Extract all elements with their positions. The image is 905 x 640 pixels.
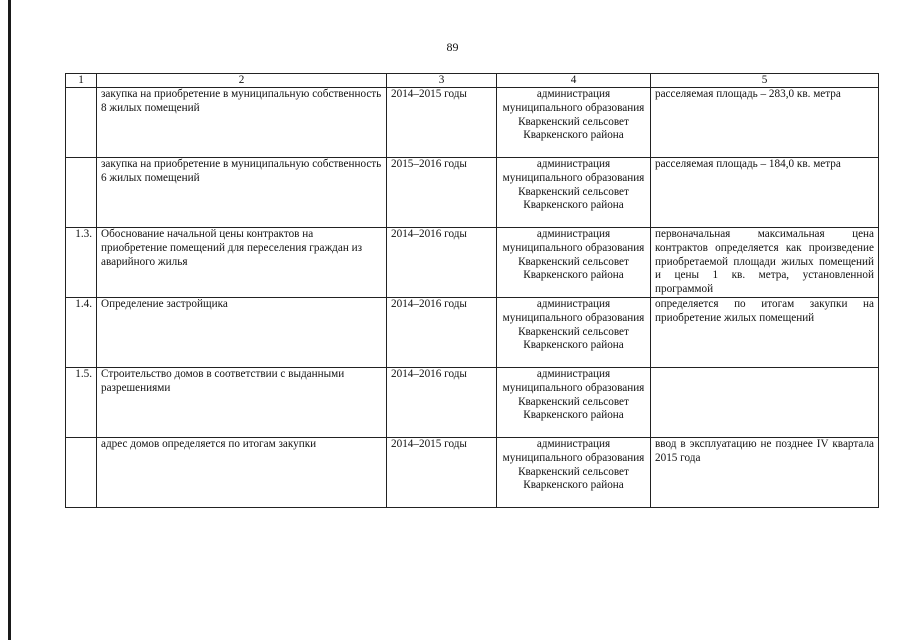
page-number: 89 <box>446 40 459 54</box>
row-number-cell <box>66 88 97 158</box>
row-number-cell <box>66 438 97 508</box>
row-number-cell: 1.3. <box>66 228 97 298</box>
period-cell: 2014–2015 годы <box>387 438 497 508</box>
executor-cell: администрация муниципального образования Кваркенский сельсовет Кваркенского района <box>497 298 651 368</box>
task-cell: адрес домов определяется по итогам закупки <box>97 438 387 508</box>
executor-cell: администрация муниципального образования Кваркенский сельсовет Кваркенского района <box>497 88 651 158</box>
column-header: 4 <box>497 74 651 88</box>
executor-cell: администрация муниципального образования Кваркенский сельсовет Кваркенского района <box>497 228 651 298</box>
result-cell: ввод в эксплуатацию не позднее IV квартала 2015 года <box>651 438 879 508</box>
table-row <box>66 368 879 438</box>
executor-cell: администрация муниципального образования Кваркенский сельсовет Кваркенского района <box>497 158 651 228</box>
executor-cell: администрация муниципального образования Кваркенский сельсовет Кваркенского района <box>497 438 651 508</box>
task-cell: закупка на приобретение в муниципальную собственность 8 жилых помещений <box>97 88 387 158</box>
table-header-row <box>66 74 879 88</box>
table-row <box>66 228 879 298</box>
result-cell: расселяемая площадь – 184,0 кв. метра <box>651 158 879 228</box>
result-cell: первоначальная максимальная цена контрактов определяется как произведение приобретаемой площади жилых помещений и цены 1 кв. метра, установленной программой <box>651 228 879 298</box>
period-cell: 2014–2016 годы <box>387 298 497 368</box>
table-row <box>66 298 879 368</box>
task-cell: Строительство домов в соответствии с выданными разрешениями <box>97 368 387 438</box>
table-row <box>66 438 879 508</box>
period-cell: 2014–2015 годы <box>387 88 497 158</box>
table-row <box>66 88 879 158</box>
period-cell: 2014–2016 годы <box>387 228 497 298</box>
column-header: 3 <box>387 74 497 88</box>
result-cell <box>651 368 879 438</box>
result-cell: расселяемая площадь – 283,0 кв. метра <box>651 88 879 158</box>
row-number-cell: 1.5. <box>66 368 97 438</box>
binding-edge-line <box>8 0 11 640</box>
program-activities-table <box>65 73 879 508</box>
row-number-cell <box>66 158 97 228</box>
task-cell: Определение застройщика <box>97 298 387 368</box>
column-header: 5 <box>651 74 879 88</box>
column-header: 1 <box>66 74 97 88</box>
result-cell: определяется по итогам закупки на приобретение жилых помещений <box>651 298 879 368</box>
row-number-cell: 1.4. <box>66 298 97 368</box>
table-row <box>66 158 879 228</box>
executor-cell: администрация муниципального образования Кваркенский сельсовет Кваркенского района <box>497 368 651 438</box>
period-cell: 2014–2016 годы <box>387 368 497 438</box>
period-cell: 2015–2016 годы <box>387 158 497 228</box>
task-cell: Обоснование начальной цены контрактов на приобретение помещений для переселения граждан из аварийного жилья <box>97 228 387 298</box>
column-header: 2 <box>97 74 387 88</box>
task-cell: закупка на приобретение в муниципальную собственность 6 жилых помещений <box>97 158 387 228</box>
